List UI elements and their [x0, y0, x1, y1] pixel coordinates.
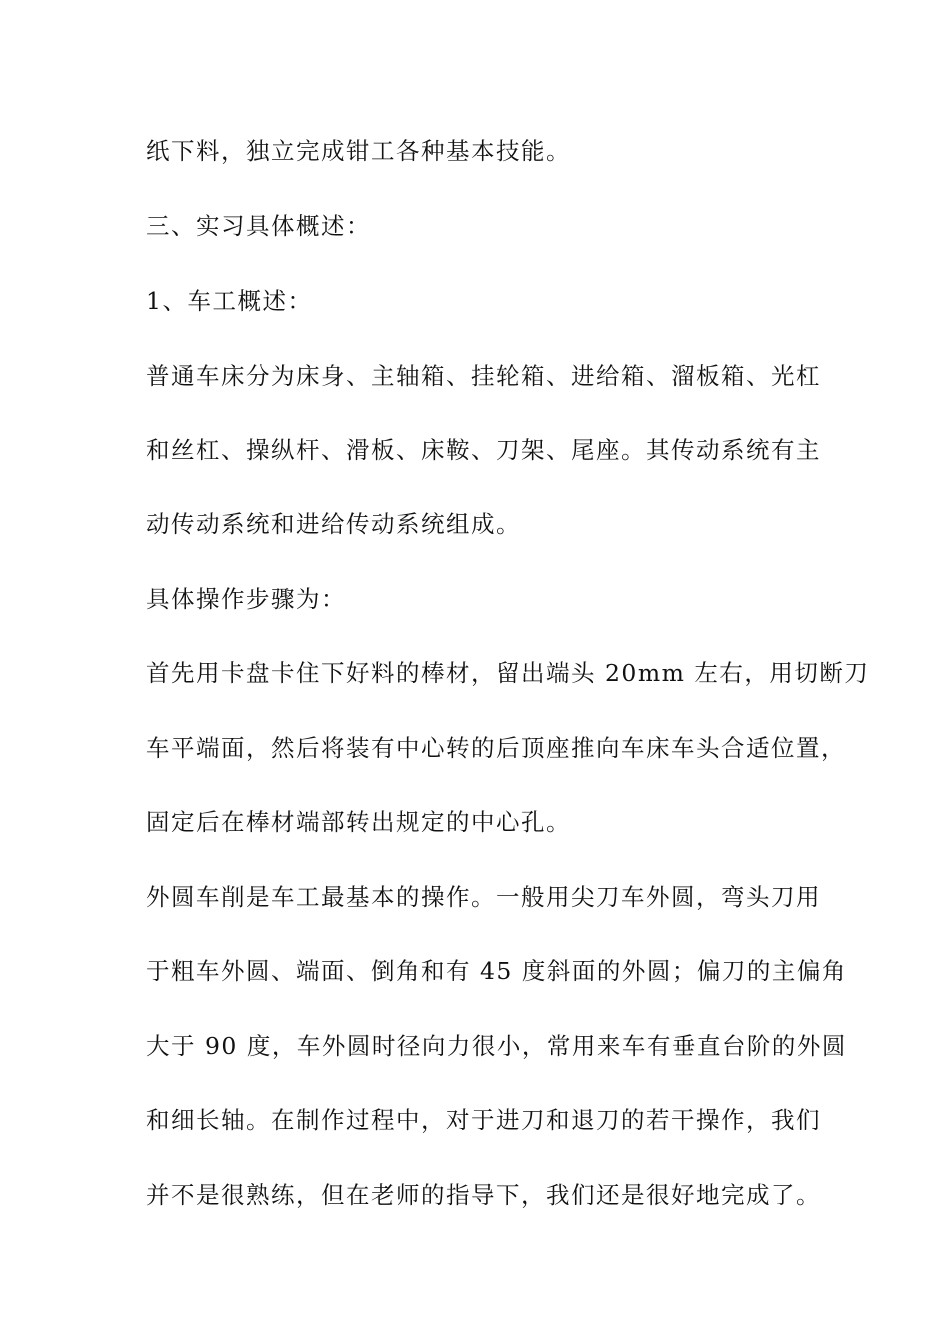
text-line: 外圆车削是车工最基本的操作。一般用尖刀车外圆，弯头刀用: [146, 883, 821, 911]
text-line: 和细长轴。在制作过程中，对于进刀和退刀的若干操作，我们: [146, 1106, 821, 1134]
text-line: 首先用卡盘卡住下好料的棒材，留出端头 20mm 左右，用切断刀: [146, 659, 870, 687]
text-line: 动传动系统和进给传动系统组成。: [146, 510, 521, 538]
text-line: 纸下料，独立完成钳工各种基本技能。: [146, 137, 571, 165]
text-line: 普通车床分为床身、主轴箱、挂轮箱、进给箱、溜板箱、光杠: [146, 362, 821, 390]
section-heading: 三、实习具体概述：: [146, 212, 371, 240]
text-line: 固定后在棒材端部转出规定的中心孔。: [146, 808, 571, 836]
text-line: 大于 90 度，车外圆时径向力很小，常用来车有垂直台阶的外圆: [146, 1032, 847, 1060]
text-line: 于粗车外圆、端面、倒角和有 45 度斜面的外圆；偏刀的主偏角: [146, 957, 847, 985]
subsection-heading: 1、车工概述：: [146, 287, 313, 315]
text-line: 车平端面，然后将装有中心转的后顶座推向车床车头合适位置，: [146, 734, 846, 762]
text-line: 和丝杠、操纵杆、滑板、床鞍、刀架、尾座。其传动系统有主: [146, 436, 821, 464]
text-line: 并不是很熟练，但在老师的指导下，我们还是很好地完成了。: [146, 1181, 821, 1209]
text-line: 具体操作步骤为：: [146, 585, 346, 613]
